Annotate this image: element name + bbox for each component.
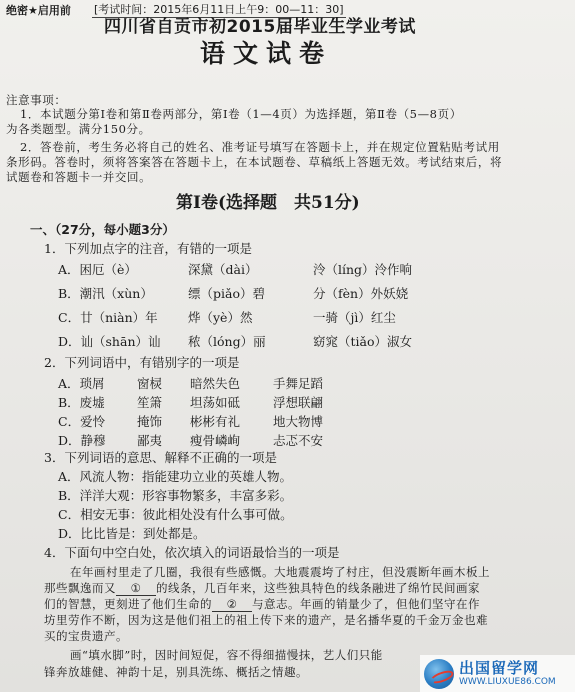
q4-passage-line: 在年画村里走了几圈，我很有些感慨。大地震震垮了村庄，但没震断年画木板上 xyxy=(70,565,490,579)
q4-passage-line: 买的宝贵遗产。 xyxy=(44,629,128,643)
q2-option: C．爱怜 xyxy=(58,414,106,429)
q2-option: 彬彬有礼 xyxy=(190,414,241,429)
notes-item1-b: 为各类题型。满分150分。 xyxy=(6,122,151,136)
q1-option: D．讪（shān）讪 xyxy=(58,334,161,349)
q1-option: 深黛（dài） xyxy=(188,262,258,277)
secret-label: 绝密★启用前 xyxy=(6,4,71,17)
section-title: 第Ⅰ卷(选择题 共51分) xyxy=(176,193,360,213)
q4-passage-line: 坊里劳作不断，因为这是他们祖上的祖上传下来的遗产，是名播华夏的千金万金也难 xyxy=(44,613,488,627)
q1-option: 分（fèn）外妖娆 xyxy=(313,286,409,301)
watermark-name: 出国留学网 xyxy=(459,658,540,677)
q3-option: A．风流人物：指能建功立业的英雄人物。 xyxy=(58,469,293,484)
q4-blank-1: ① xyxy=(116,581,156,596)
q2-option: 瘦骨嶙峋 xyxy=(190,433,241,448)
q1-option: 缥（piǎo）碧 xyxy=(188,286,265,301)
q1-option: A．困厄（è） xyxy=(58,262,137,277)
q4-passage-line xyxy=(44,581,480,596)
q1-option: 窈窕（tiǎo）淑女 xyxy=(313,334,412,349)
q2-option: A．琐屑 xyxy=(58,376,105,391)
q3-option: C．相安无事：彼此相处没有什么事可做。 xyxy=(58,507,293,522)
q2-option: 笙箫 xyxy=(137,395,163,410)
part1-heading: 一、（27分，每小题3分） xyxy=(30,222,175,237)
q3-stem: 3．下列词语的意思、解释不正确的一项是 xyxy=(44,450,277,465)
q2-option: D．静穆 xyxy=(58,433,106,448)
q4-passage-line xyxy=(44,597,480,612)
subject-title: 语文试卷 xyxy=(200,39,333,68)
notes-item2-c: 试题卷和答题卡一并交回。 xyxy=(6,170,152,184)
q4-blank-2: ② xyxy=(212,597,252,612)
watermark-text xyxy=(459,660,556,688)
q2-option: 浮想联翩 xyxy=(273,395,324,410)
q2-option: 坦荡如砥 xyxy=(190,395,241,410)
q1-option: 烨（yè）然 xyxy=(188,310,253,325)
q4-passage-text: 锋奔放雄健、神韵十足，别具洗练、概括之情趣。 xyxy=(44,665,308,679)
notes-item2-b: 条形码。答卷时，须将答案答在答题卡上，在本试题卷、草稿纸上答题无效。考试结束后，将 xyxy=(6,155,503,169)
globe-logo-icon xyxy=(424,659,454,689)
site-watermark xyxy=(420,655,575,692)
exam-title: 四川省自贡市初2015届毕业生学业考试 xyxy=(104,17,416,37)
watermark-url: WWW.LIUXUE86.COM xyxy=(459,676,556,687)
notes-item1-a: 1．本试题分第Ⅰ卷和第Ⅱ卷两部分，第Ⅰ卷（1—4页）为选择题，第Ⅱ卷（5—8页） xyxy=(20,107,462,121)
q4-passage-text: 的线条，几百年来，这些独具特色的线条融进了绵竹民间画家 xyxy=(156,581,480,595)
q2-option: 暗然失色 xyxy=(190,376,241,391)
q4-passage-line xyxy=(44,665,308,679)
q2-option: 忐忑不安 xyxy=(273,433,324,448)
q2-option: 窗棂 xyxy=(137,376,163,391)
q4-passage-line: 画“填水脚”时，因时间短促，容不得细描慢抹，艺人们只能 xyxy=(70,648,383,662)
q2-stem: 2．下列词语中，有错别字的一项是 xyxy=(44,355,240,370)
q2-option: 地大物博 xyxy=(273,414,324,429)
q1-option: C．廿（niàn）年 xyxy=(58,310,158,325)
q4-passage-text: 与意志。年画的销量少了，但他们坚守在作 xyxy=(252,597,480,611)
q4-passage-text: 那些飘逸而又 xyxy=(44,581,116,595)
q2-option: 鄙夷 xyxy=(137,433,163,448)
q1-option: 一骑（jì）红尘 xyxy=(313,310,396,325)
q3-option: D．比比皆是：到处都是。 xyxy=(58,526,206,541)
q2-option: B．废墟 xyxy=(58,395,105,410)
q1-option: 秾（lóng）丽 xyxy=(188,334,266,349)
q4-stem: 4．下面句中空白处，依次填入的词语最恰当的一项是 xyxy=(44,545,340,560)
q1-option: B．潮汛（xùn） xyxy=(58,286,153,301)
q1-option: 泠（líng）泠作响 xyxy=(313,262,413,277)
notes-heading: 注意事项： xyxy=(6,93,67,107)
q2-option: 手舞足蹈 xyxy=(273,376,324,391)
q1-stem: 1．下列加点字的注音，有错的一项是 xyxy=(44,241,252,256)
notes-item2-a: 2．答卷前，考生务必将自己的姓名、准考证号填写在答题卡上，并在规定位置粘贴考试用 xyxy=(20,140,500,154)
q3-option: B．洋洋大观：形容事物繁多，丰富多彩。 xyxy=(58,488,293,503)
q4-passage-text: 们的智慧，更刻进了他们生命的 xyxy=(44,597,212,611)
exam-time: [考试时间：2015年6月11日上午9：00—11：30] xyxy=(94,3,344,16)
q2-option: 掩饰 xyxy=(137,414,163,429)
